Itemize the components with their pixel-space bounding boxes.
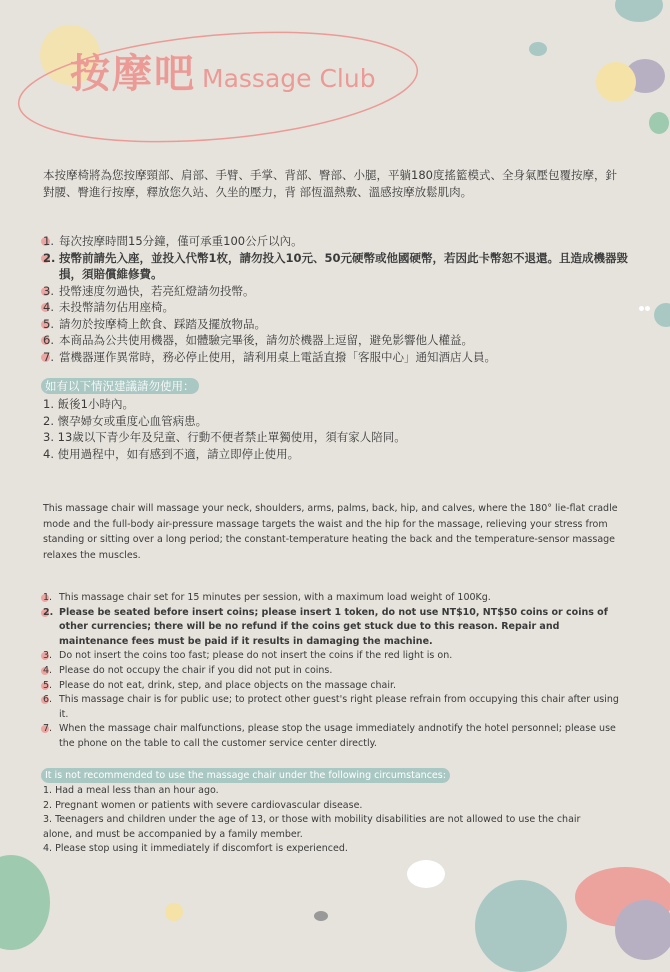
decor-dot-white — [645, 306, 650, 311]
title-en: Massage Club — [202, 64, 376, 93]
rules-en — [43, 591, 628, 752]
decor-blob-green-bottomleft — [0, 855, 50, 950]
decor-blob-yellow — [596, 62, 636, 102]
rule-en-item: 7. When the massage chair malfunctions, please stop the usage immediately andnotify the hotel personnel; please use the phone on the table to call the customer service center directly. — [43, 723, 616, 749]
decor-blob-lavender-bottom — [615, 900, 670, 960]
rule-zh-item: 7. 當機器運作異常時，務必停止使用，請利用桌上電話直撥「客服中心」通知酒店人員。 — [43, 349, 496, 364]
rule-en-item: 1. This massage chair set for 15 minutes per session, with a maximum load weight of 100Kg. — [43, 592, 491, 603]
rule-zh-item: 4. 未投幣請勿佔用座椅。 — [43, 300, 174, 314]
decor-blob-green — [649, 112, 669, 134]
intro-en: This massage chair will massage your neck, shoulders, arms, palms, back, hip, and calves, where the 180° lie-flat cradle mode and the full-body air-pressure massage targets the waist and the hip for the massage, relieving your stress from standing or sitting over a long period; the constant-temperature heating the back and the temperature-sensor massage relaxes the muscles. — [43, 503, 618, 561]
page-title — [70, 42, 376, 99]
warning-zh-item: 1. 飯後1小時內。 — [43, 397, 134, 411]
warning-en-item: 3. Teenagers and children under the age of 13, or those with mobility disabilities are not allowed to use the chair alone, and must be accompanied by a family member. — [43, 814, 581, 840]
decor-blob-teal-side — [654, 303, 670, 327]
rule-en-item: 3. Do not insert the coins too fast; please do not insert the coins if the red light is on. — [43, 650, 453, 662]
warning-zh-item: 4. 使用過程中，如有感到不適，請立即停止使用。 — [43, 446, 300, 461]
intro-zh: 本按摩椅將為您按摩頸部、肩部、手臂、手掌、背部、臀部、小腿，平躺180度搖籃模式、全身氣壓包覆按摩，針對腰、臀進行按摩，釋放您久站、久坐的壓力，背 部恆溫熱敷、溫感按摩放鬆肌肉。 — [43, 168, 617, 199]
rule-zh-item: 5. 請勿於按摩椅上飲食、踩踏及擺放物品。 — [43, 316, 266, 331]
warnings-zh — [43, 396, 628, 462]
rule-zh-item: 3. 投幣速度勿過快，若亮紅燈請勿投幣。 — [43, 283, 255, 298]
rule-en-item: 5. Please do not eat, drink, step, and place objects on the massage chair. — [43, 679, 397, 691]
warning-zh-heading: 如有以下情況建議請勿使用： — [41, 378, 199, 394]
warning-en-item: 4. Please stop using it immediately if discomfort is experienced. — [43, 843, 348, 855]
warning-zh-item: 3. 13歲以下青少年及兒童、行動不便者禁止單獨使用，須有家人陪同。 — [43, 430, 406, 444]
title-zh: 按摩吧 — [70, 50, 196, 97]
warning-en-item: 2. Pregnant women or patients with severe cardiovascular disease. — [43, 799, 363, 811]
decor-blob-teal-topright — [615, 0, 663, 22]
decor-blob-yellow-bottom — [165, 903, 183, 921]
decor-blob-teal-bottom — [475, 880, 567, 972]
decor-blob-gray-bottom — [314, 911, 328, 921]
warnings-en — [43, 784, 628, 857]
decor-blob-small-teal — [529, 42, 547, 56]
decor-blob-white-bottom — [407, 860, 445, 888]
rule-en-item: 4. Please do not occupy the chair if you did not put in coins. — [43, 664, 333, 676]
warning-en-heading: It is not recommended to use the massage chair under the following circumstances: — [41, 768, 450, 783]
decor-dot-white — [639, 306, 644, 311]
rule-zh-item: 6. 本商品為公共使用機器，如體驗完畢後，請勿於機器上逗留，避免影響他人權益。 — [43, 333, 473, 347]
rule-zh-item: 1. 每次按摩時間15分鐘，僅可承重100公斤以內。 — [43, 234, 303, 248]
rule-en-item: 2. Please be seated before insert coins; please insert 1 token, do not use NT$10, NT$50 coins or coins of other currencies; there will be no refund if the coins get stuck due to this reason. Repair and maintenance fees must be paid if it results in damaging the machine. — [43, 606, 608, 647]
warning-en-item: 1. Had a meal less than an hour ago. — [43, 785, 219, 796]
rules-zh — [43, 233, 628, 365]
rule-en-item: 6. This massage chair is for public use; to protect other guest's right please refrain from occupying this chair after using it. — [43, 694, 619, 720]
rule-zh-item: 2. 按幣前請先入座，並投入代幣1枚，請勿投入10元、50元硬幣或他國硬幣，若因此卡幣恕不退還。且造成機器毀損，須賠償維修費。 — [43, 250, 629, 281]
warning-zh-item: 2. 懷孕婦女或重度心血管病患。 — [43, 413, 208, 428]
